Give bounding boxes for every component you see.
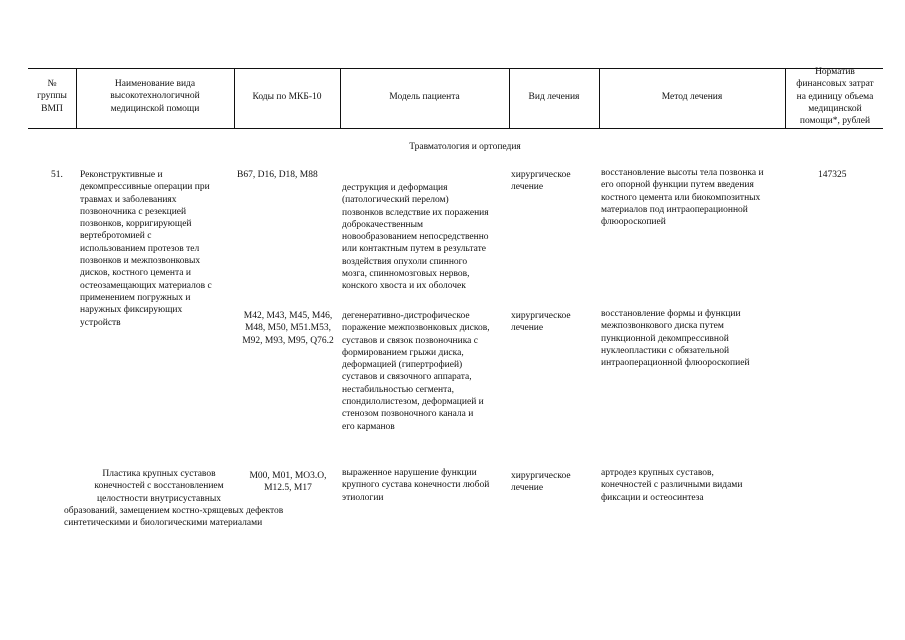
header-cost-standard: Норматив финансовых затрат на единицу объема медицинской помощи*, рублей <box>796 67 874 127</box>
row2-treatment-method: восстановление формы и функции межпозвонкового диска путем пункционной декомпрессивной нуклеопластики с обязательной интраоперационной флюороскопией <box>601 309 750 369</box>
header-divider-4 <box>509 68 510 128</box>
row1-patient-model: деструкция и деформация (патологический перелом) позвонков вследствие их поражения доброкачественным новообразованием непосредственно или контактным путем в результате воздействия опухоли спинного мозга, спинномозговых нервов, конского хвоста и их оболочек <box>342 183 489 292</box>
header-treatment-type: Вид лечения <box>528 92 580 102</box>
header-treatment-method: Метод лечения <box>661 92 723 102</box>
group-number: 51. <box>51 170 63 180</box>
row2-treatment-type: хирургическое лечение <box>511 311 571 334</box>
header-group-number: № группы ВМП <box>37 79 67 114</box>
row1-treatment-type: хирургическое лечение <box>511 170 571 193</box>
row1-treatment-method: восстановление высоты тела позвонка и его опорной функции путем введения костного цемента или биокомпозитных материалов под интраоперационной флюороскопией <box>601 168 764 228</box>
group-care-name: Реконструктивные и декомпрессивные операции при травмах и заболеваниях позвоночника с резекцией позвонков, корригирующей вертебротомией с использованием протезов тел позвонков и межпозвонковых дисков, костного цемента и остеозамещающих материалов с применением погружных и наружных фиксирующих устройств <box>80 170 212 328</box>
header-divider-5 <box>599 68 600 128</box>
group2-treatment-type: хирургическое лечение <box>511 471 571 494</box>
header-divider-6 <box>785 68 786 128</box>
header-divider-1 <box>76 68 77 128</box>
header-divider-2 <box>234 68 235 128</box>
group2-care-name: Пластика крупных суставов конечностей с восстановлением целостности внутрисуставных образований, замещением костно-хрящевых дефектов синтетическими и биологическими материалами <box>64 469 284 529</box>
group2-icd-codes: M00, M01, MO3.O, M12.5, M17 <box>249 471 327 494</box>
header-care-type-name: Наименование вида высокотехнологичной медицинской помощи <box>110 79 200 114</box>
header-bottom-rule <box>28 128 883 129</box>
group2-treatment-method: артродез крупных суставов, конечностей с различными видами фиксации и остеосинтеза <box>601 468 743 503</box>
header-patient-model: Модель пациента <box>389 92 460 102</box>
header-top-rule <box>28 68 883 69</box>
group2-patient-model: выраженное нарушение функции крупного сустава конечности любой этиологии <box>342 468 490 503</box>
row2-patient-model: дегенеративно-дистрофическое поражение межпозвонковых дисков, суставов и связок позвоночника с формированием грыжи диска, деформацией (гипертрофией) суставов и связочного аппарата, нестабильностью сегмента, спондилолистезом, деформацией и стенозом позвоночного канала и его карманов <box>342 311 490 432</box>
group-cost-value: 147325 <box>818 170 847 180</box>
row2-icd-codes: M42, M43, M45, M46, M48, M50, M51.M53, M92, M93, M95, Q76.2 <box>242 311 334 346</box>
section-title: Травматология и ортопедия <box>409 142 521 152</box>
header-divider-3 <box>340 68 341 128</box>
header-icd10-codes: Коды по МКБ-10 <box>252 92 322 102</box>
row1-icd-codes: B67, D16, D18, M88 <box>237 170 318 180</box>
